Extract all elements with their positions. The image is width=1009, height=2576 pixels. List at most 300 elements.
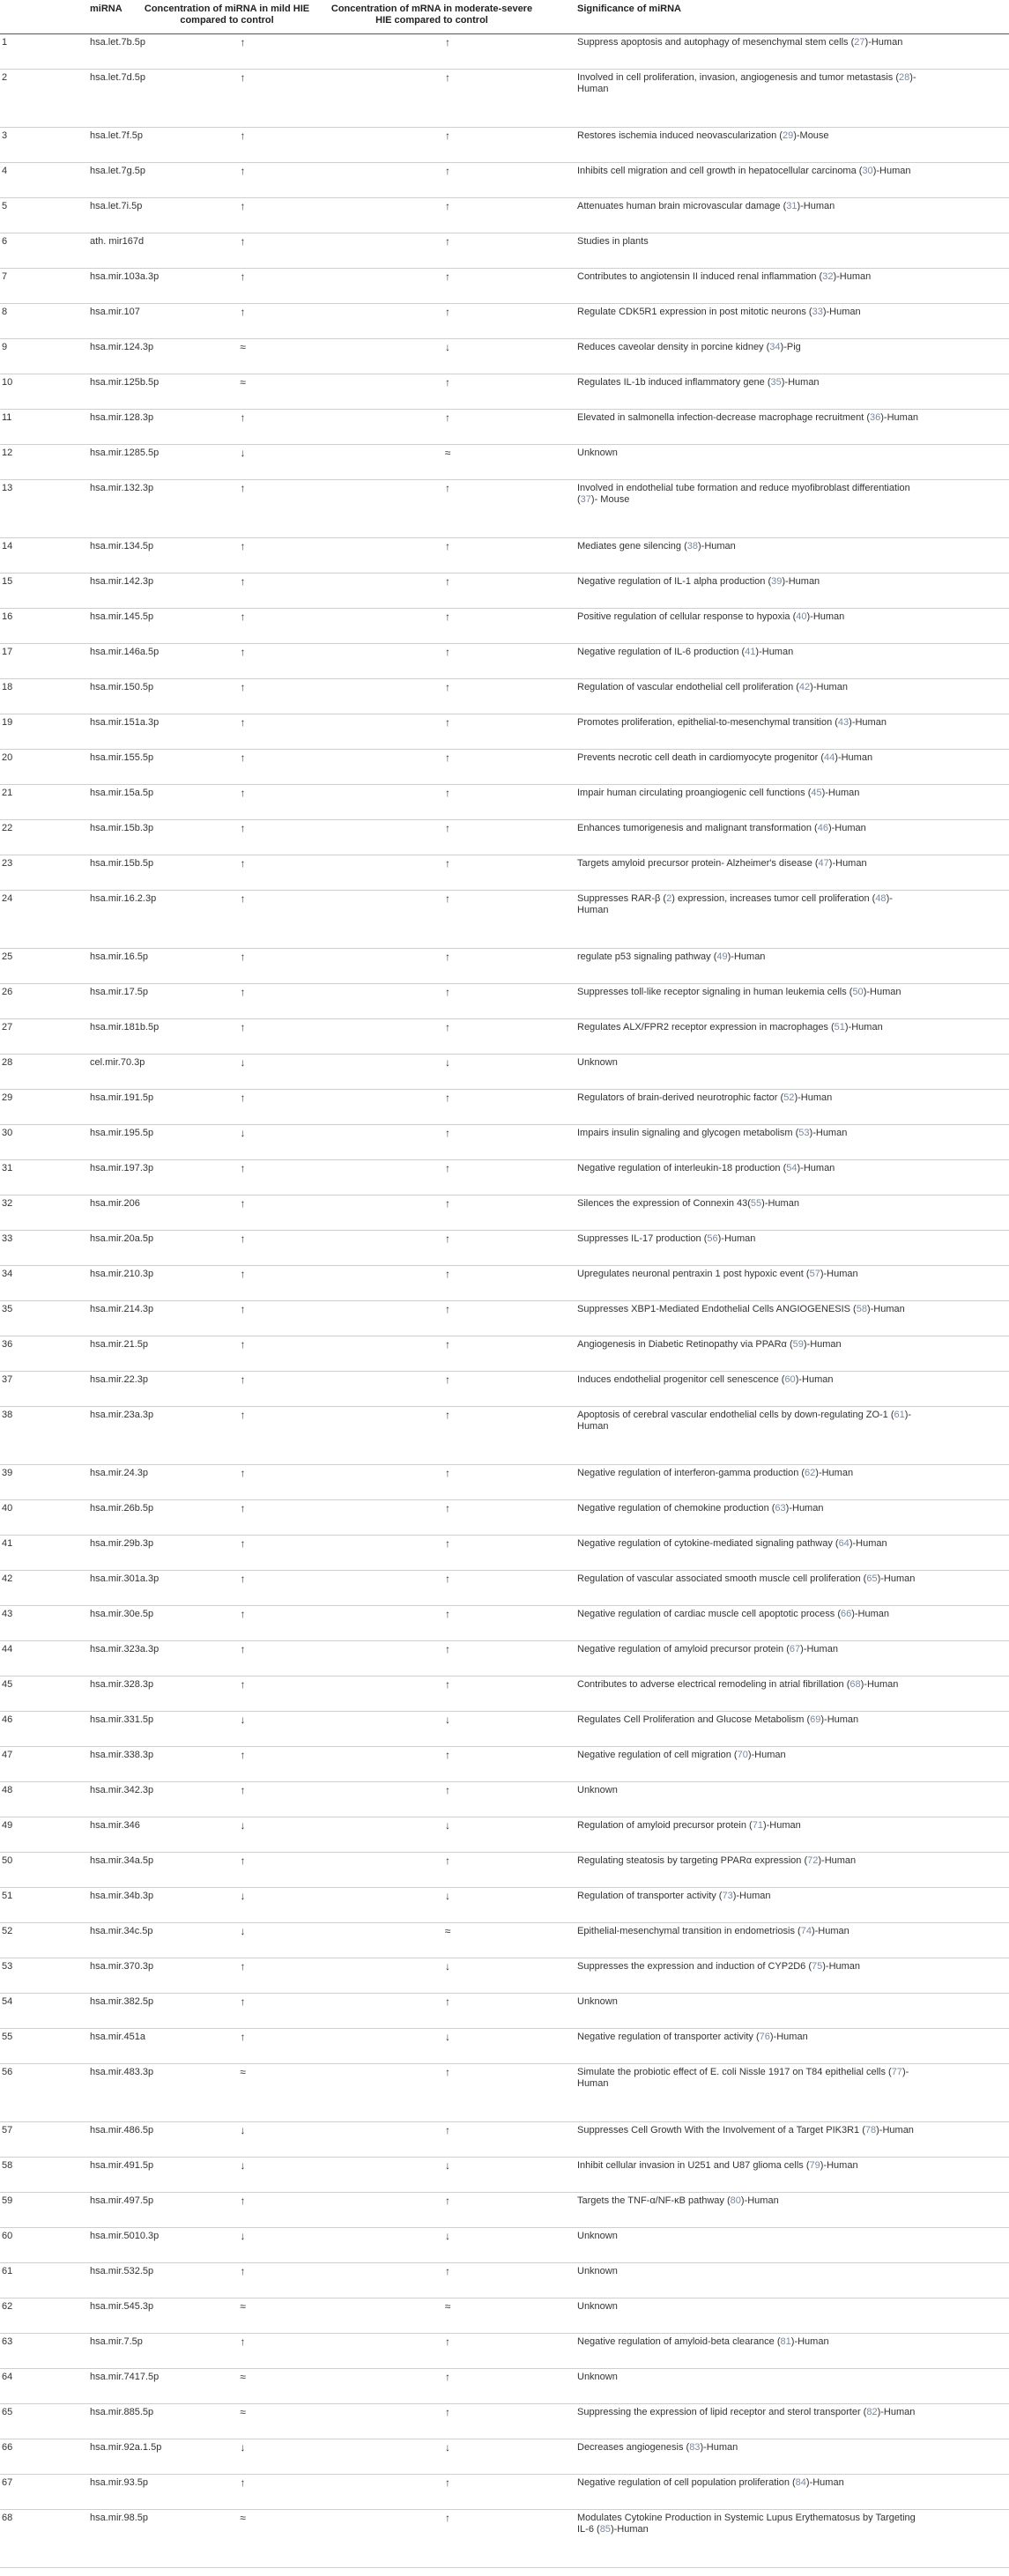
reference-link[interactable]: 73 bbox=[722, 1891, 733, 1901]
mirna-name: hsa.mir.93.5p bbox=[90, 2477, 149, 2488]
mirna-name: hsa.mir.23a.3p bbox=[90, 1410, 154, 1420]
mirna-name: hsa.mir.103a.3p bbox=[90, 271, 160, 282]
table-row bbox=[0, 2298, 1009, 2334]
reference-link[interactable]: 69 bbox=[810, 1714, 821, 1725]
significance-segment: Negative regulation of cardiac muscle cell apoptotic process ( bbox=[577, 1609, 841, 1619]
reference-link[interactable]: 56 bbox=[707, 1233, 718, 1244]
moderate-hie-change: ↑ bbox=[445, 235, 450, 248]
table-row bbox=[0, 2334, 1009, 2369]
mirna-name: hsa.mir.323a.3p bbox=[90, 1644, 160, 1654]
reference-link[interactable]: 58 bbox=[856, 1304, 867, 1314]
moderate-hie-change: ↑ bbox=[445, 2335, 450, 2348]
reference-link[interactable]: 31 bbox=[786, 201, 798, 211]
mirna-name: hsa.mir.301a.3p bbox=[90, 1573, 160, 1584]
row-number: 55 bbox=[2, 2032, 13, 2042]
reference-link[interactable]: 54 bbox=[786, 1163, 798, 1173]
reference-link[interactable]: 63 bbox=[775, 1503, 786, 1514]
reference-link[interactable]: 45 bbox=[811, 788, 822, 798]
reference-link[interactable]: 61 bbox=[894, 1410, 905, 1420]
mild-hie-change: ↑ bbox=[240, 482, 246, 494]
reference-link[interactable]: 50 bbox=[852, 987, 864, 997]
mirna-name: ath. mir167d bbox=[90, 236, 145, 247]
mirna-name: hsa.mir.145.5p bbox=[90, 611, 154, 622]
mirna-name: hsa.mir.885.5p bbox=[90, 2407, 154, 2417]
significance-segment: )-Human bbox=[849, 717, 887, 728]
significance-segment: Regulate CDK5R1 expression in post mitotic neurons ( bbox=[577, 307, 812, 317]
row-number: 3 bbox=[2, 130, 8, 141]
significance-segment: )-Human bbox=[732, 1891, 771, 1901]
reference-link[interactable]: 70 bbox=[737, 1750, 748, 1760]
reference-link[interactable]: 47 bbox=[818, 858, 829, 869]
significance-segment: Negative regulation of IL-6 production ( bbox=[577, 647, 746, 657]
mild-hie-change: ↑ bbox=[240, 857, 246, 870]
moderate-hie-change: ↑ bbox=[445, 1502, 450, 1514]
significance-segment: Involved in endothelial tube formation and reduce myofibroblast differentiation ( bbox=[577, 483, 910, 505]
significance-segment: )-Human bbox=[797, 1163, 835, 1173]
significance-segment: Modulates Cytokine Production in Systemic Lupus Erythematosus by Targeting IL-6 ( bbox=[577, 2513, 916, 2535]
reference-link[interactable]: 34 bbox=[769, 342, 781, 352]
significance-segment: Suppresses Cell Growth With the Involvement of a Target PIK3R1 ( bbox=[577, 2125, 865, 2136]
mild-hie-change: ↓ bbox=[240, 1925, 246, 1937]
significance-segment: Regulation of amyloid precursor protein ( bbox=[577, 1820, 753, 1831]
mirna-name: hsa.let.7f.5p bbox=[90, 130, 143, 141]
row-number: 21 bbox=[2, 788, 13, 798]
table-row bbox=[0, 891, 1009, 949]
reference-link[interactable]: 74 bbox=[800, 1926, 812, 1936]
significance-segment: )-Human bbox=[835, 752, 873, 763]
reference-link[interactable]: 79 bbox=[809, 2160, 820, 2171]
significance-segment: Targets the TNF-α/NF-κB pathway ( bbox=[577, 2195, 731, 2206]
reference-link[interactable]: 27 bbox=[854, 37, 865, 48]
table-row bbox=[0, 1571, 1009, 1606]
mild-hie-change: ↑ bbox=[240, 646, 246, 658]
table-row bbox=[0, 445, 1009, 480]
row-number: 49 bbox=[2, 1820, 13, 1831]
mild-hie-change: ↑ bbox=[240, 36, 246, 48]
significance-segment: )-Human bbox=[863, 987, 901, 997]
reference-link[interactable]: 28 bbox=[899, 72, 910, 83]
significance-text bbox=[542, 269, 1009, 304]
table-row bbox=[0, 2475, 1009, 2510]
table-row bbox=[0, 2158, 1009, 2193]
mild-hie-change: ↑ bbox=[240, 306, 246, 318]
significance-text bbox=[542, 2404, 1009, 2439]
mild-hie-change: ↑ bbox=[240, 822, 246, 834]
significance-segment: )-Human bbox=[833, 271, 872, 282]
significance-segment: Unknown bbox=[577, 2231, 618, 2241]
significance-segment: )-Human bbox=[820, 2160, 858, 2171]
significance-text bbox=[542, 128, 1009, 163]
reference-link[interactable]: 37 bbox=[580, 494, 591, 505]
reference-link[interactable]: 39 bbox=[771, 576, 783, 587]
reference-link[interactable]: 44 bbox=[824, 752, 835, 763]
significance-segment: Enhances tumorigenesis and malignant transformation ( bbox=[577, 823, 818, 833]
reference-link[interactable]: 40 bbox=[796, 611, 807, 622]
row-number: 36 bbox=[2, 1339, 13, 1350]
table-row bbox=[0, 785, 1009, 820]
reference-link[interactable]: 41 bbox=[745, 647, 756, 657]
reference-link[interactable]: 29 bbox=[782, 130, 794, 141]
table-row bbox=[0, 538, 1009, 574]
significance-text bbox=[542, 1336, 1009, 1372]
significance-segment: )-Human bbox=[872, 166, 911, 176]
significance-segment: Contributes to adverse electrical remodeling in atrial fibrillation ( bbox=[577, 1679, 850, 1690]
significance-text bbox=[542, 1677, 1009, 1712]
moderate-hie-change: ↑ bbox=[445, 1854, 450, 1867]
significance-segment: )-Human bbox=[755, 647, 794, 657]
mirna-name: hsa.mir.92a.1.5p bbox=[90, 2442, 162, 2453]
reference-link[interactable]: 38 bbox=[686, 541, 698, 551]
table-header-row bbox=[0, 0, 1009, 34]
table-row bbox=[0, 70, 1009, 128]
mirna-name: hsa.let.7i.5p bbox=[90, 201, 143, 211]
moderate-hie-change: ↑ bbox=[445, 575, 450, 588]
table-row bbox=[0, 1090, 1009, 1125]
moderate-hie-change: ↑ bbox=[445, 1373, 450, 1386]
table-row bbox=[0, 2029, 1009, 2064]
row-number: 8 bbox=[2, 307, 8, 317]
significance-segment: )-Human bbox=[821, 788, 860, 798]
reference-link[interactable]: 68 bbox=[849, 1679, 861, 1690]
significance-segment: )-Human bbox=[800, 1644, 838, 1654]
table-row bbox=[0, 1125, 1009, 1160]
significance-segment: )-Human bbox=[805, 2477, 844, 2488]
reference-link[interactable]: 42 bbox=[798, 682, 811, 692]
reference-link[interactable]: 46 bbox=[817, 823, 828, 833]
table-row bbox=[0, 1536, 1009, 1571]
row-number: 20 bbox=[2, 752, 13, 763]
moderate-hie-change: ↑ bbox=[445, 1021, 450, 1033]
significance-text bbox=[542, 574, 1009, 609]
significance-segment: Regulators of brain-derived neurotrophic factor ( bbox=[577, 1092, 784, 1103]
row-number: 64 bbox=[2, 2372, 13, 2382]
significance-text bbox=[542, 1160, 1009, 1195]
reference-link[interactable]: 32 bbox=[822, 271, 834, 282]
significance-text bbox=[542, 2298, 1009, 2334]
reference-link[interactable]: 59 bbox=[792, 1339, 804, 1350]
moderate-hie-change: ↑ bbox=[445, 1749, 450, 1761]
row-number: 32 bbox=[2, 1198, 13, 1209]
mirna-name: hsa.let.7b.5p bbox=[90, 37, 145, 48]
mild-hie-change: ↑ bbox=[240, 2031, 246, 2043]
mirna-name: hsa.mir.331.5p bbox=[90, 1714, 154, 1725]
significance-segment: )-Human bbox=[876, 2125, 914, 2136]
mirna-name: hsa.mir.132.3p bbox=[90, 483, 154, 493]
mirna-name: hsa.mir.151a.3p bbox=[90, 717, 160, 728]
reference-link[interactable]: 49 bbox=[716, 951, 728, 962]
reference-link[interactable]: 80 bbox=[730, 2195, 741, 2206]
mild-hie-change: ≈ bbox=[240, 2371, 246, 2383]
mild-hie-change: ↑ bbox=[240, 1502, 246, 1514]
table-row bbox=[0, 750, 1009, 785]
mild-hie-change: ↓ bbox=[240, 2159, 246, 2172]
moderate-hie-change: ↑ bbox=[445, 36, 450, 48]
reference-link[interactable]: 60 bbox=[784, 1374, 796, 1385]
moderate-hie-change: ↑ bbox=[445, 2066, 450, 2078]
reference-link[interactable]: 55 bbox=[750, 1198, 762, 1209]
mild-hie-change: ↑ bbox=[240, 270, 246, 283]
significance-segment: Suppressing the expression of lipid receptor and sterol transporter ( bbox=[577, 2407, 867, 2417]
significance-segment: Negative regulation of cell migration ( bbox=[577, 1750, 738, 1760]
significance-segment: )-Human bbox=[820, 1269, 858, 1279]
table-row bbox=[0, 1994, 1009, 2029]
significance-segment: )-Human bbox=[797, 201, 835, 211]
mirna-name: hsa.mir.191.5p bbox=[90, 1092, 154, 1103]
significance-segment: Regulation of transporter activity ( bbox=[577, 1891, 723, 1901]
mild-hie-change: ↑ bbox=[240, 986, 246, 998]
significance-segment: )-Human bbox=[782, 576, 820, 587]
table-row bbox=[0, 34, 1009, 70]
significance-segment: )-Human bbox=[577, 1410, 912, 1432]
table-row bbox=[0, 1372, 1009, 1407]
moderate-hie-change: ↑ bbox=[445, 165, 450, 177]
mirna-name: hsa.mir.34a.5p bbox=[90, 1855, 154, 1866]
reference-link[interactable]: 78 bbox=[864, 2125, 877, 2136]
table-row bbox=[0, 949, 1009, 984]
significance-text bbox=[542, 1231, 1009, 1266]
table-row bbox=[0, 1747, 1009, 1782]
mild-hie-change: ↑ bbox=[240, 1467, 246, 1479]
reference-link[interactable]: 52 bbox=[783, 1092, 795, 1103]
mirna-name: hsa.mir.15a.5p bbox=[90, 788, 154, 798]
reference-link[interactable]: 81 bbox=[780, 2336, 791, 2347]
moderate-hie-change: ↑ bbox=[445, 1303, 450, 1315]
significance-text bbox=[542, 304, 1009, 339]
significance-segment: Negative regulation of transporter activity ( bbox=[577, 2032, 760, 2042]
significance-segment: Suppresses RAR-β ( bbox=[577, 893, 667, 904]
reference-link[interactable]: 30 bbox=[862, 166, 873, 176]
reference-link[interactable]: 57 bbox=[809, 1269, 820, 1279]
reference-link[interactable]: 51 bbox=[834, 1022, 845, 1033]
significance-text bbox=[542, 1301, 1009, 1336]
row-number: 66 bbox=[2, 2442, 13, 2453]
table-row bbox=[0, 984, 1009, 1019]
mild-hie-change: ↑ bbox=[240, 1960, 246, 1973]
moderate-hie-change: ↑ bbox=[445, 1162, 450, 1174]
significance-text bbox=[542, 1923, 1009, 1958]
moderate-hie-change: ↑ bbox=[445, 986, 450, 998]
row-number: 19 bbox=[2, 717, 13, 728]
reference-link[interactable]: 66 bbox=[840, 1609, 852, 1619]
significance-segment: Unknown bbox=[577, 2266, 618, 2276]
mirna-name: hsa.mir.328.3p bbox=[90, 1679, 154, 1690]
header-moderate-concentration: Concentration of mRNA in moderate-severe HIE compared to control bbox=[322, 0, 542, 34]
significance-segment: )-Human bbox=[810, 682, 848, 692]
moderate-hie-change: ↑ bbox=[445, 411, 450, 424]
mild-hie-change: ≈ bbox=[240, 2512, 246, 2524]
significance-segment: Negative regulation of amyloid precursor protein ( bbox=[577, 1644, 790, 1654]
significance-segment: )-Human bbox=[877, 1573, 916, 1584]
moderate-hie-change: ↑ bbox=[445, 1678, 450, 1691]
moderate-hie-change: ↑ bbox=[445, 1643, 450, 1655]
table-row bbox=[0, 1160, 1009, 1195]
reference-link[interactable]: 65 bbox=[866, 1573, 878, 1584]
mirna-name: hsa.mir.486.5p bbox=[90, 2125, 154, 2136]
header-significance: Significance of miRNA bbox=[542, 0, 1009, 34]
row-number: 26 bbox=[2, 987, 13, 997]
moderate-hie-change: ↑ bbox=[445, 71, 450, 84]
moderate-hie-change: ↑ bbox=[445, 2195, 450, 2207]
significance-segment: Regulates Cell Proliferation and Glucose Metabolism ( bbox=[577, 1714, 811, 1725]
table-row bbox=[0, 163, 1009, 198]
significance-segment: )-Human bbox=[727, 951, 766, 962]
mild-hie-change: ↑ bbox=[240, 1749, 246, 1761]
moderate-hie-change: ≈ bbox=[444, 447, 451, 459]
reference-link[interactable]: 84 bbox=[795, 2477, 806, 2488]
significance-text bbox=[542, 480, 1009, 538]
mild-hie-change: ↑ bbox=[240, 1197, 246, 1210]
mild-hie-change: ↑ bbox=[240, 611, 246, 623]
row-number: 52 bbox=[2, 1926, 13, 1936]
significance-segment: )-Human bbox=[811, 1926, 849, 1936]
significance-text bbox=[542, 2334, 1009, 2369]
moderate-hie-change: ↓ bbox=[445, 2441, 450, 2454]
moderate-hie-change: ↑ bbox=[445, 951, 450, 963]
reference-link[interactable]: 85 bbox=[599, 2524, 611, 2535]
reference-link[interactable]: 75 bbox=[812, 1961, 823, 1972]
moderate-hie-change: ↓ bbox=[445, 2230, 450, 2242]
significance-segment: Reduces caveolar density in porcine kidney ( bbox=[577, 342, 770, 352]
row-number: 6 bbox=[2, 236, 8, 247]
reference-link[interactable]: 2 bbox=[666, 893, 672, 904]
significance-text bbox=[542, 34, 1009, 70]
mild-hie-change: ≈ bbox=[240, 341, 246, 353]
reference-link[interactable]: 36 bbox=[870, 412, 881, 423]
significance-segment: )- Mouse bbox=[590, 494, 630, 505]
reference-link[interactable]: 76 bbox=[759, 2032, 770, 2042]
reference-link[interactable]: 48 bbox=[875, 893, 887, 904]
table-row bbox=[0, 1301, 1009, 1336]
table-row bbox=[0, 1677, 1009, 1712]
mild-hie-change: ↑ bbox=[240, 411, 246, 424]
mirna-name: hsa.let.7g.5p bbox=[90, 166, 145, 176]
mirna-name: hsa.mir.22.3p bbox=[90, 1374, 149, 1385]
significance-segment: Silences the expression of Connexin 43( bbox=[577, 1198, 751, 1209]
table-row bbox=[0, 1055, 1009, 1090]
reference-link[interactable]: 35 bbox=[770, 377, 782, 388]
moderate-hie-change: ↑ bbox=[445, 2406, 450, 2418]
significance-segment: )-Human bbox=[818, 1855, 857, 1866]
significance-segment: Regulates ALX/FPR2 receptor expression in macrophages ( bbox=[577, 1022, 835, 1033]
significance-segment: Unknown bbox=[577, 1996, 618, 2007]
reference-link[interactable]: 82 bbox=[866, 2407, 878, 2417]
row-number: 25 bbox=[2, 951, 13, 962]
mild-hie-change: ↑ bbox=[240, 751, 246, 764]
moderate-hie-change: ↑ bbox=[445, 1268, 450, 1280]
table-row bbox=[0, 1958, 1009, 1994]
mild-hie-change: ↓ bbox=[240, 1127, 246, 1139]
moderate-hie-change: ↑ bbox=[445, 1127, 450, 1139]
row-number: 61 bbox=[2, 2266, 13, 2276]
reference-link[interactable]: 71 bbox=[752, 1820, 763, 1831]
mirna-name: hsa.mir.17.5p bbox=[90, 987, 149, 997]
significance-text bbox=[542, 1606, 1009, 1641]
significance-text bbox=[542, 644, 1009, 679]
significance-text bbox=[542, 1500, 1009, 1536]
moderate-hie-change: ≈ bbox=[444, 2300, 451, 2313]
row-number: 54 bbox=[2, 1996, 13, 2007]
table-row bbox=[0, 2263, 1009, 2298]
mild-hie-change: ↑ bbox=[240, 1162, 246, 1174]
mild-hie-change: ↑ bbox=[240, 2195, 246, 2207]
row-number: 24 bbox=[2, 893, 13, 904]
row-number: 45 bbox=[2, 1679, 13, 1690]
moderate-hie-change: ≈ bbox=[444, 1925, 451, 1937]
mirna-name: hsa.mir.382.5p bbox=[90, 1996, 154, 2007]
table-row bbox=[0, 1231, 1009, 1266]
mild-hie-change: ↑ bbox=[240, 1573, 246, 1585]
mild-hie-change: ↑ bbox=[240, 1268, 246, 1280]
reference-link[interactable]: 43 bbox=[837, 717, 849, 728]
mirna-name: hsa.mir.206 bbox=[90, 1198, 140, 1209]
reference-link[interactable]: 77 bbox=[891, 2067, 902, 2077]
significance-text bbox=[542, 1195, 1009, 1231]
significance-segment: )-Human bbox=[877, 2407, 916, 2417]
reference-link[interactable]: 33 bbox=[812, 307, 823, 317]
reference-link[interactable]: 72 bbox=[807, 1855, 819, 1866]
reference-link[interactable]: 83 bbox=[689, 2442, 701, 2453]
moderate-hie-change: ↓ bbox=[445, 1819, 450, 1832]
significance-segment: Suppresses the expression and induction of CYP2D6 ( bbox=[577, 1961, 812, 1972]
significance-text bbox=[542, 714, 1009, 750]
significance-segment: )-Human bbox=[698, 541, 736, 551]
significance-text bbox=[542, 785, 1009, 820]
mild-hie-change: ↑ bbox=[240, 1338, 246, 1351]
row-number: 29 bbox=[2, 1092, 13, 1103]
significance-segment: Epithelial-mesenchymal transition in endometriosis ( bbox=[577, 1926, 801, 1936]
table-row bbox=[0, 1266, 1009, 1301]
reference-link[interactable]: 64 bbox=[838, 1538, 849, 1549]
table-row bbox=[0, 304, 1009, 339]
reference-link[interactable]: 62 bbox=[805, 1468, 816, 1478]
row-number: 9 bbox=[2, 342, 8, 352]
mild-hie-change: ↑ bbox=[240, 1643, 246, 1655]
mild-hie-change: ↑ bbox=[240, 1373, 246, 1386]
mild-hie-change: ↑ bbox=[240, 1995, 246, 2008]
reference-link[interactable]: 67 bbox=[789, 1644, 801, 1654]
row-number: 47 bbox=[2, 1750, 13, 1760]
mirna-name: hsa.mir.483.3p bbox=[90, 2067, 154, 2077]
significance-segment: Promotes proliferation, epithelial-to-mesenchymal transition ( bbox=[577, 717, 838, 728]
mirna-name: cel.mir.70.3p bbox=[90, 1057, 145, 1068]
significance-text bbox=[542, 1888, 1009, 1923]
row-number: 56 bbox=[2, 2067, 13, 2077]
reference-link[interactable]: 53 bbox=[798, 1128, 810, 1138]
row-number: 18 bbox=[2, 682, 13, 692]
header-mild-concentration: Concentration of miRNA in mild HIE compared to control bbox=[132, 0, 322, 34]
significance-text bbox=[542, 1536, 1009, 1571]
significance-segment: )-Human bbox=[769, 2032, 808, 2042]
mirna-name: hsa.mir.125b.5p bbox=[90, 377, 160, 388]
row-number: 65 bbox=[2, 2407, 13, 2417]
significance-segment: Negative regulation of interferon-gamma production ( bbox=[577, 1468, 805, 1478]
table-row bbox=[0, 679, 1009, 714]
table-row bbox=[0, 1407, 1009, 1465]
mirna-name: hsa.mir.7.5p bbox=[90, 2336, 143, 2347]
mirna-name: hsa.mir.29b.3p bbox=[90, 1538, 154, 1549]
mild-hie-change: ↑ bbox=[240, 200, 246, 212]
moderate-hie-change: ↑ bbox=[445, 646, 450, 658]
significance-segment: Negative regulation of IL-1 alpha production ( bbox=[577, 576, 772, 587]
mild-hie-change: ≈ bbox=[240, 2066, 246, 2078]
moderate-hie-change: ↑ bbox=[445, 1338, 450, 1351]
table-row bbox=[0, 2439, 1009, 2475]
row-number: 58 bbox=[2, 2160, 13, 2171]
significance-text bbox=[542, 2064, 1009, 2122]
table-row bbox=[0, 269, 1009, 304]
significance-text bbox=[542, 1853, 1009, 1888]
row-number: 51 bbox=[2, 1891, 13, 1901]
